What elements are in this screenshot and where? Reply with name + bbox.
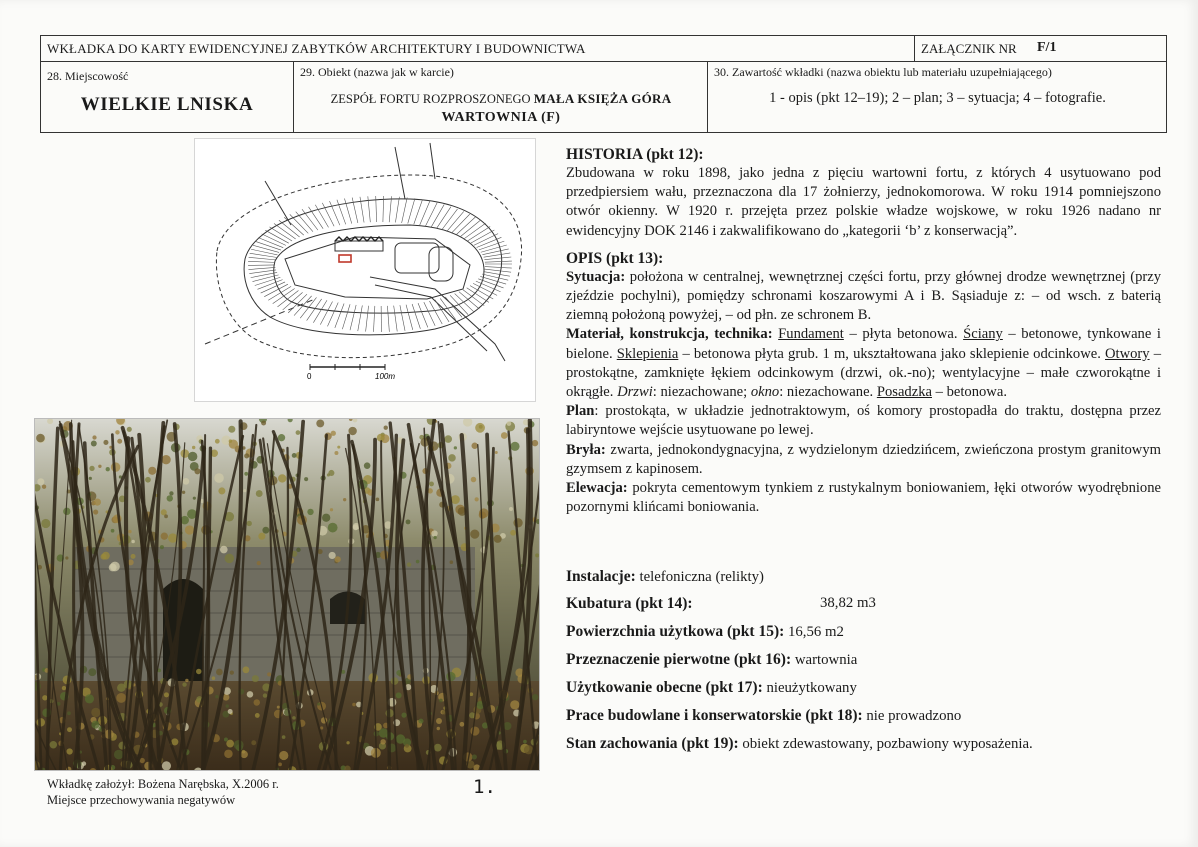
sklepienia-text: – betonowa płyta grub. 1 m, ukształtowana jako sklepienie odcinkowe. (682, 345, 1101, 362)
sciany-text: – betonowe, tynkowane i bielone. (566, 326, 1161, 362)
opis-heading: OPIS (pkt 13): (566, 249, 664, 267)
bryla-text: zwarta, jednokondygnacyjna, z wydzielonym dziedzińcem, zwieńczona prostym granitowym gzymsem z kapinosem. (566, 441, 1161, 477)
uzytkowanie-row (566, 679, 857, 697)
powierzchnia-label: Powierzchnia użytkowa (pkt 15): (566, 623, 785, 640)
form-title: WKŁADKA DO KARTY EWIDENCYJNEJ ZABYTKÓW ARCHITEKTURY I BUDOWNICTWA (47, 41, 586, 56)
fundament-label: Fundament (778, 326, 844, 343)
elewacja-label: Elewacja: (566, 480, 628, 497)
author-note: Wkładkę założył: Bożena Narębska, X.2006 r. (47, 777, 279, 791)
header-table (40, 35, 1167, 133)
material-label: Materiał, konstrukcja, technika: (566, 326, 773, 343)
sytuacja-text: położona w centralnej, wewnętrznej części fortu, przy głównej drodze wewnętrznej (przy zjeździe pochylni), pomiędzy schronami koszarowymi A i B. Sąsiaduje z: – od wsch. z baterią ziemną położoną powyżej, – od płn. ze schronem B. (566, 268, 1161, 324)
okno-text: : niezachowane. (779, 384, 874, 401)
plan-hachures (248, 196, 512, 332)
kubatura-value: 38,82 m3 (820, 595, 876, 611)
uzytkowanie-value: nieużytkowany (766, 680, 857, 696)
plan-label: Plan (566, 403, 595, 420)
otwory-label: Otwory (1105, 345, 1150, 362)
przeznaczenie-label: Przeznaczenie pierwotne (pkt 16): (566, 651, 792, 668)
uzytkowanie-label: Użytkowanie obecne (pkt 17): (566, 679, 763, 696)
object-line2: WARTOWNIA (F) (441, 110, 561, 125)
stan-row (566, 735, 1033, 753)
place-value: WIELKIE LNISKA (80, 94, 254, 115)
kubatura-row (566, 595, 966, 613)
object-line1 (294, 91, 708, 107)
elewacja-paragraph (566, 479, 1161, 517)
bryla-label: Bryła: (566, 441, 606, 458)
otwory-text: – prostokątne, zamknięte łękiem odcinkowym (drzwi, ok.-no); wentylacyjne – małe czworokątne i okrągłe. (566, 345, 1162, 401)
stan-label: Stan zachowania (pkt 19): (566, 735, 739, 752)
prace-value: nie prowadzono (866, 708, 962, 724)
historia-heading: HISTORIA (pkt 12): (566, 146, 704, 163)
sciany-label: Ściany (963, 326, 1003, 343)
prace-row (566, 707, 961, 725)
object-cell (293, 61, 708, 132)
object-label: 29. Obiekt (nazwa jak w karcie) (300, 65, 454, 79)
przeznaczenie-value: wartownia (794, 652, 858, 668)
kubatura-label: Kubatura (pkt 14): (566, 595, 693, 612)
page-number: 1. (473, 776, 496, 798)
powierzchnia-row (566, 623, 844, 641)
drzwi-text: : niezachowane; (652, 384, 748, 401)
posadzka-label: Posadzka (876, 384, 932, 401)
sytuacja-paragraph (566, 268, 1161, 326)
sytuacja-label: Sytuacja: (566, 268, 626, 285)
plan-paragraph (566, 402, 1161, 440)
object-line1-prefix: ZESPÓŁ FORTU ROZPROSZONEGO (330, 92, 531, 106)
bryla-paragraph (566, 441, 1161, 479)
scale-end-label: 100m (375, 372, 396, 381)
instalacje-row (566, 568, 764, 586)
przeznaczenie-row (566, 651, 857, 669)
plan-scale-bar (307, 364, 395, 381)
contents-value: 1 - opis (pkt 12–19); 2 – plan; 3 – sytuacja; 4 – fotografie. (769, 90, 1106, 106)
instalacje-label: Instalacje: (566, 568, 636, 585)
stan-value: obiekt zdewastowany, pozbawiony wyposażenia. (742, 736, 1033, 752)
instalacje-value: telefoniczna (relikty) (639, 569, 764, 585)
object-line1-bold: MAŁA KSIĘŻA GÓRA (533, 91, 672, 106)
material-paragraph (566, 325, 1161, 402)
contents-label: 30. Zawartość wkładki (nazwa obiektu lub materiału uzupełniającego) (714, 65, 1052, 79)
guardhouse-marker (339, 255, 351, 262)
powierzchnia-value: 16,56 m2 (787, 624, 844, 640)
attachment-value: F/1 (1037, 40, 1057, 55)
prace-label: Prace budowlane i konserwatorskie (pkt 18): (566, 707, 863, 724)
guardhouse-photo (34, 418, 540, 771)
posadzka-text: – betonowa. (935, 384, 1007, 401)
attachment-cell (914, 36, 1167, 61)
sklepienia-label: Sklepienia (616, 345, 679, 362)
description-column (566, 145, 1161, 517)
guardhouse-photo-svg (35, 419, 540, 771)
contents-cell (707, 61, 1167, 132)
fort-plan-drawing (194, 138, 536, 402)
historia-text: Zbudowana w roku 1898, jako jedna z pięciu wartowni fortu, z których 4 usytuowano pod przedpiersiem wału, przeznaczona dla 17 żołnierzy, jednokomorowa. W roku 1914 pomniejszono otwór okienny. W 1920 r. przejęta przez polskie władze wojskowe, w roku 1926 nadano nr ewidencyjny DOK 2146 i zakwalifikowano do „kategorii ‘b’ z konserwacją”. (566, 165, 1161, 239)
fort-plan-svg (195, 139, 537, 403)
place-label: 28. Miejscowość (47, 69, 129, 83)
plan-text: : prostokąta, w układzie jednotraktowym, oś komory prostopadła do traktu, dostępna przez labiryntowe wejście usytuowane po lewej. (566, 403, 1161, 439)
header-title-row (41, 36, 1166, 62)
scale-start-label: 0 (307, 372, 312, 381)
okno-label: okno (750, 384, 780, 401)
negatives-note: Miejsce przechowywania negatywów (47, 793, 236, 807)
attachment-label: ZAŁĄCZNIK NR (921, 41, 1017, 56)
place-cell (41, 61, 293, 132)
elewacja-text: pokryta cementowym tynkiem z rustykalnym boniowaniem, łęki otworów wyodrębnione pozornymi klińcami boniowania. (566, 480, 1161, 516)
fundament-text: – płyta betonowa. (849, 326, 958, 343)
drzwi-label: Drzwi (617, 384, 653, 401)
